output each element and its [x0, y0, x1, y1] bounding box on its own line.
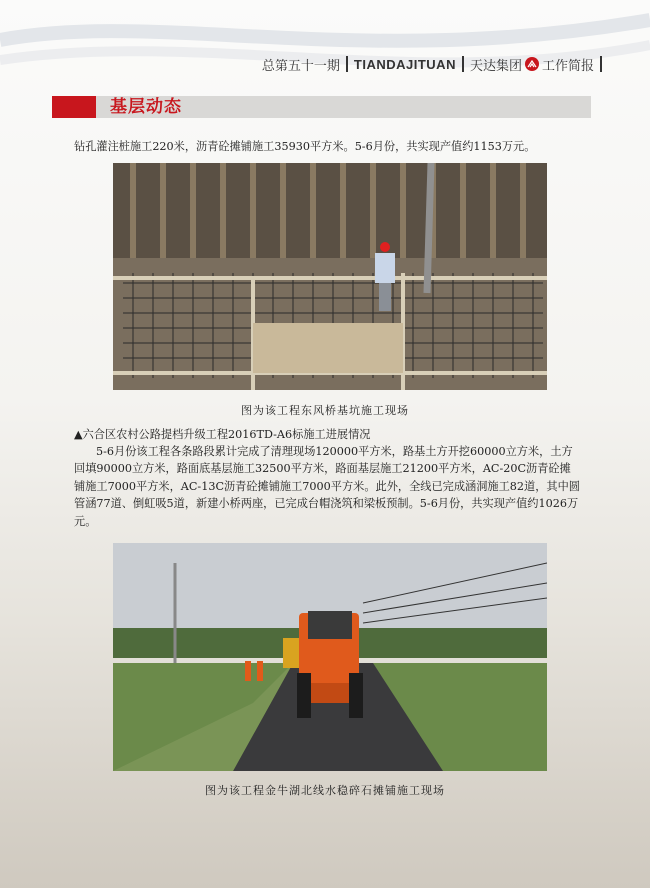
header-divider: [346, 56, 348, 72]
header-divider: [462, 56, 464, 72]
photo-road-paving: [113, 543, 547, 771]
page-header: [262, 54, 608, 74]
section-title: 基层动态: [110, 97, 182, 117]
photo-foundation-pit: [113, 163, 547, 390]
section-accent-block: [52, 96, 96, 118]
company-logo-icon: [525, 57, 539, 71]
photo1-caption: 图为该工程东风桥基坑施工现场: [241, 404, 409, 417]
photo2-caption: 图为该工程金牛湖北线水稳碎石摊铺施工现场: [205, 784, 445, 797]
project-subheading: ▲六合区农村公路提档升级工程2016TD-A6标施工进展情况: [74, 428, 371, 441]
paragraph-main: 5-6月份该工程各条路段累计完成了清理现场120000平方米，路基土方开挖60000立方米，土方回填90000立方米，路面底基层施工32500平方米，路面基层施工21200平方米，AC-20C沥青砼摊铺施工7000平方米，AC-13C沥青砼摊铺施工7000平方米。此外，全线已完成涵洞施工82道，其中圆管涵77道、倒虹吸5道，新建小桥两座，已完成台帽浇筑和梁板预制。5-6月份，共实现产值约1026万元。: [74, 445, 580, 528]
paragraph-top: 钻孔灌注桩施工220米，沥青砼摊铺施工35930平方米。5-6月份，共实现产值约1153万元。: [74, 140, 536, 153]
issue-number: 总第五十一期: [261, 58, 340, 74]
group-name: 天达集团: [469, 58, 522, 74]
header-divider: [600, 56, 602, 72]
brand-name: TIANDAJITUAN: [353, 56, 456, 72]
section-bar: [52, 96, 591, 118]
bulletin-title: 工作简报: [541, 58, 594, 74]
